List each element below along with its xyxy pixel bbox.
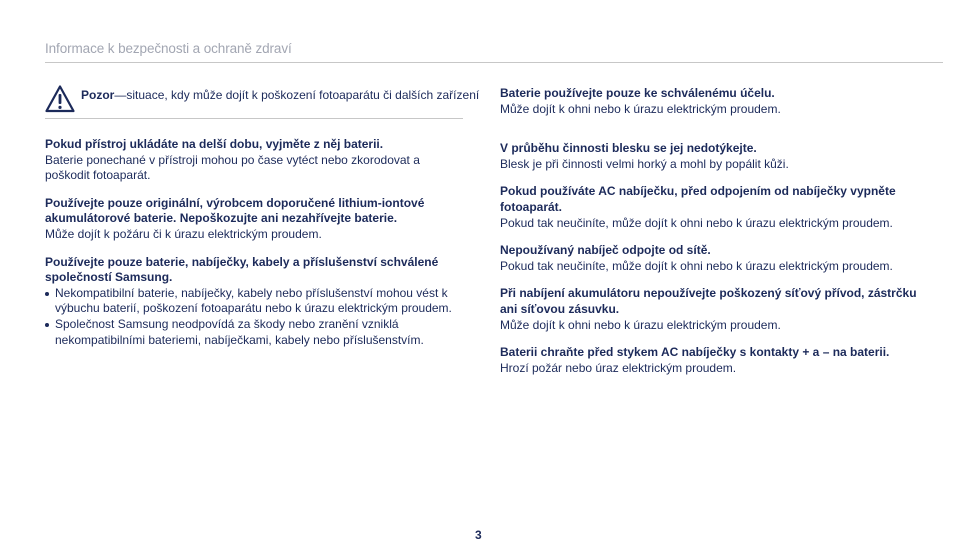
header-divider [45,62,943,63]
safety-item [500,184,920,231]
safety-item-heading: Používejte pouze baterie, nabíječky, kabely a příslušenství schválené společností Samsung. [45,254,439,285]
safety-item-heading: Baterie používejte pouze ke schválenému účelu. [500,86,775,100]
safety-item-heading: Pokud používáte AC nabíječku, před odpojením od nabíječky vypněte fotoaparát. [500,184,896,214]
safety-item-heading: Při nabíjení akumulátoru nepoužívejte poškozený síťový přívod, zástrčku ani síťovou zásuvku. [500,286,917,316]
warning-text [81,88,479,102]
safety-item-body: Blesk je při činnosti velmi horký a mohl by popálit kůži. [500,156,789,171]
right-column [500,86,920,388]
safety-item-body: Hrozí požár nebo úraz elektrickým proudem. [500,360,737,375]
safety-item-body: Pokud tak neučiníte, může dojít k ohni nebo k úrazu elektrickým proudem. [500,215,893,230]
page-header-title: Informace k bezpečnosti a ochraně zdraví [45,41,292,56]
warning-divider [45,118,463,119]
safety-item-heading: V průběhu činnosti blesku se jej nedotýkejte. [500,141,757,156]
safety-item [500,286,920,333]
safety-item [45,196,465,243]
safety-item-heading: Pokud přístroj ukládáte na delší dobu, vyjměte z něj baterii. [45,137,384,151]
warning-lead: Pozor [81,88,115,102]
bullet-item: Nekompatibilní baterie, nabíječky, kabely nebo příslušenství mohou vést k výbuchu baterií, poškození fotoaparátu nebo k úrazu elektrickým proudem. [45,286,465,317]
safety-item-body: Může dojít k ohni nebo k úrazu elektrickým proudem. [500,317,781,332]
safety-item-heading: Používejte pouze originální, výrobcem doporučené lithium-iontové akumulátorové baterie. Nepoškozujte ani nezahřívejte baterie. [45,195,425,226]
safety-item-bullets [45,286,465,348]
left-column [45,137,465,360]
safety-item-body: Pokud tak neučiníte, může dojít k ohni nebo k úrazu elektrickým proudem. [500,258,893,273]
safety-item-body: Může dojít k ohni nebo k úrazu elektrickým proudem. [500,101,781,116]
safety-item [500,243,920,274]
safety-item-body: Baterie ponechané v přístroji mohou po čase vytéct nebo zkorodovat a poškodit fotoaparát. [45,152,420,183]
safety-item [500,345,920,376]
safety-item [500,86,920,117]
safety-item-heading: Nepoužívaný nabíječ odpojte od sítě. [500,243,711,258]
safety-item [45,137,465,184]
warning-notice [45,85,480,118]
page-number: 3 [475,528,482,542]
warning-description: —situace, kdy může dojít k poškození fotoaparátu či dalších zařízení [114,88,480,102]
bullet-item: Společnost Samsung neodpovídá za škody nebo zranění vzniklá nekompatibilními bateriemi, nabíječkami, kabely nebo příslušenstvím. [45,317,465,348]
safety-item [500,141,920,172]
warning-triangle-icon [45,85,75,113]
safety-item [45,255,465,349]
safety-item-body: Může dojít k požáru či k úrazu elektrickým proudem. [45,226,322,241]
safety-item-heading: Baterii chraňte před stykem AC nabíječky s kontakty + a – na baterii. [500,345,890,360]
